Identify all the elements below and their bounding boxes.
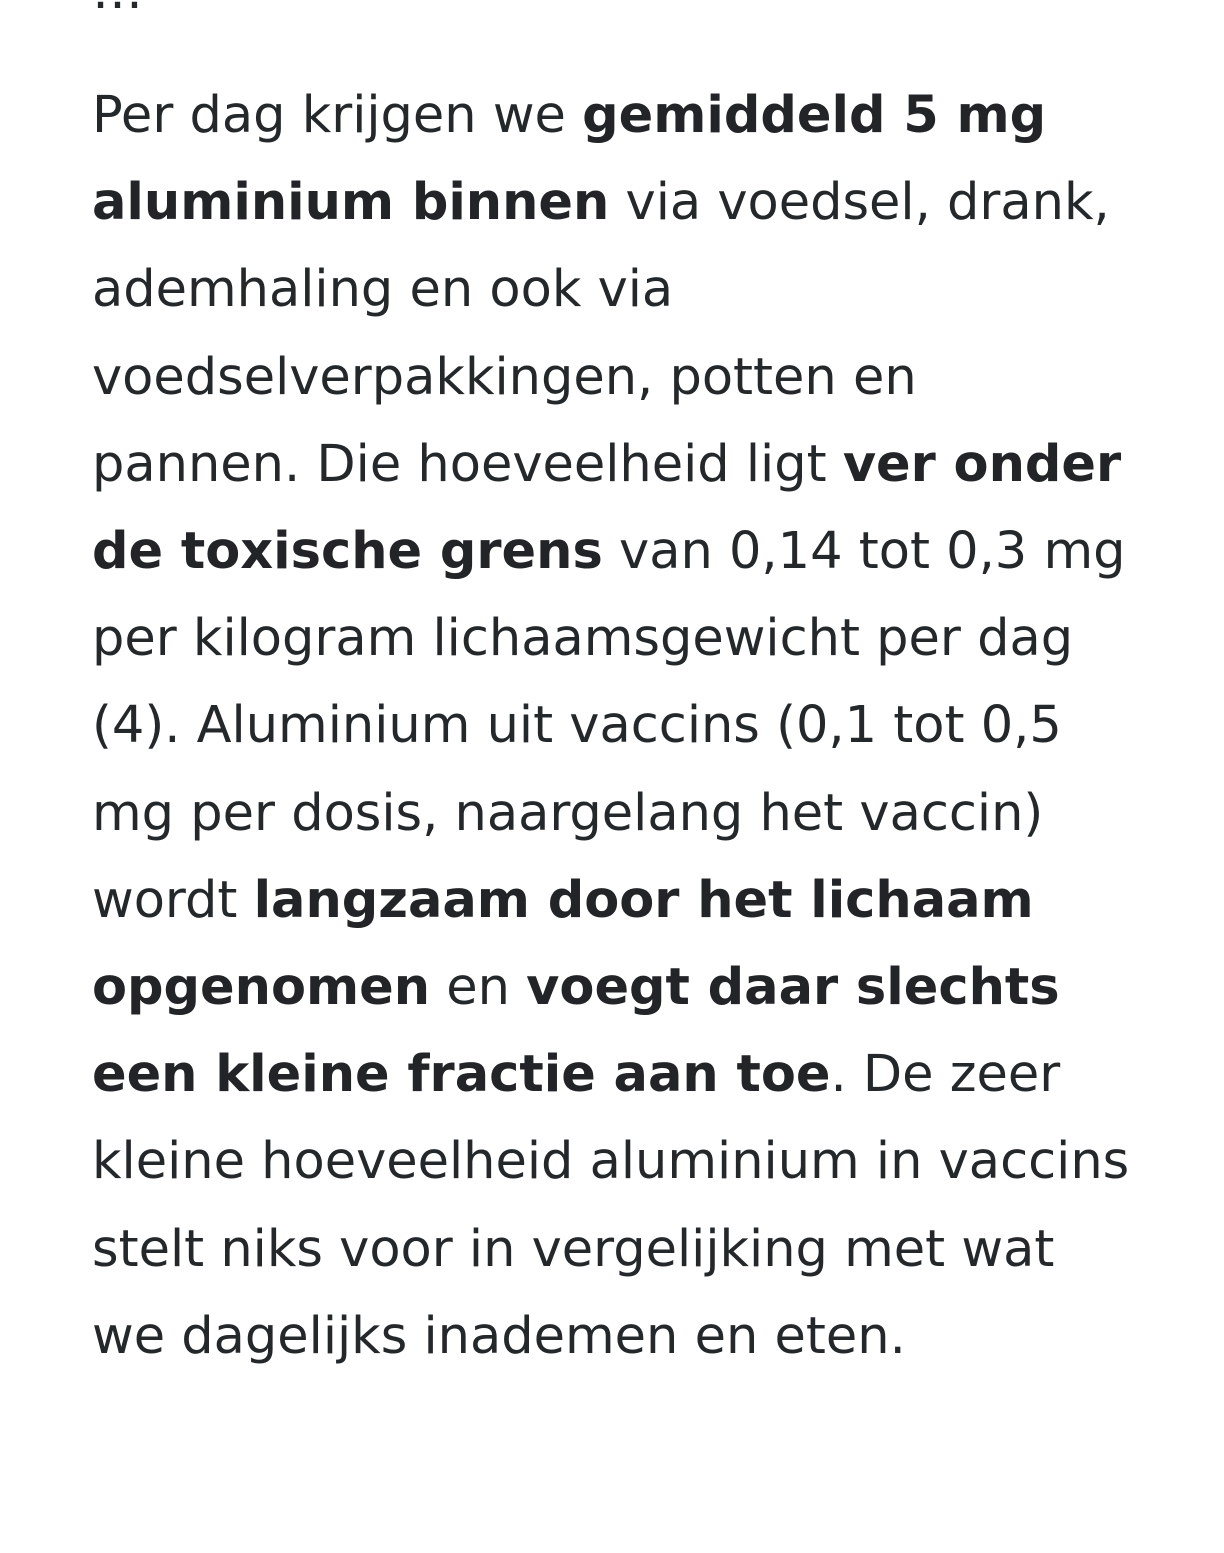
text-segment: Per dag krijgen we [92,86,583,145]
bold-text-segment: langzaam door het lichaam opgenomen [92,870,1034,1018]
text-segment: via voedsel, drank, ademhaling en ook via voedselverpakkingen, potten en pannen. Die hoeveelheid ligt [92,173,1110,494]
previous-paragraph-cut-line [92,0,1132,35]
article-paragraph [92,72,1137,1380]
bold-text-segment: ver onder de toxische grens [92,434,1122,582]
text-segment: van 0,14 tot 0,3 mg per kilogram lichaamsgewicht per dag (4). Aluminium uit vaccins (0,1 tot 0,5 mg per dosis, naargelang het vaccin) wordt [92,522,1126,930]
text-segment: . De zeer kleine hoeveelheid aluminium in vaccins stelt niks voor in vergelijking met wat we dagelijks inademen en eten. [92,1045,1130,1366]
bold-text-segment: gemiddeld 5 mg aluminium binnen [92,86,1047,233]
article-body [92,72,1137,1380]
bold-text-segment: voegt daar slechts een kleine fractie aan toe [92,958,1060,1105]
text-segment: en [430,958,527,1018]
